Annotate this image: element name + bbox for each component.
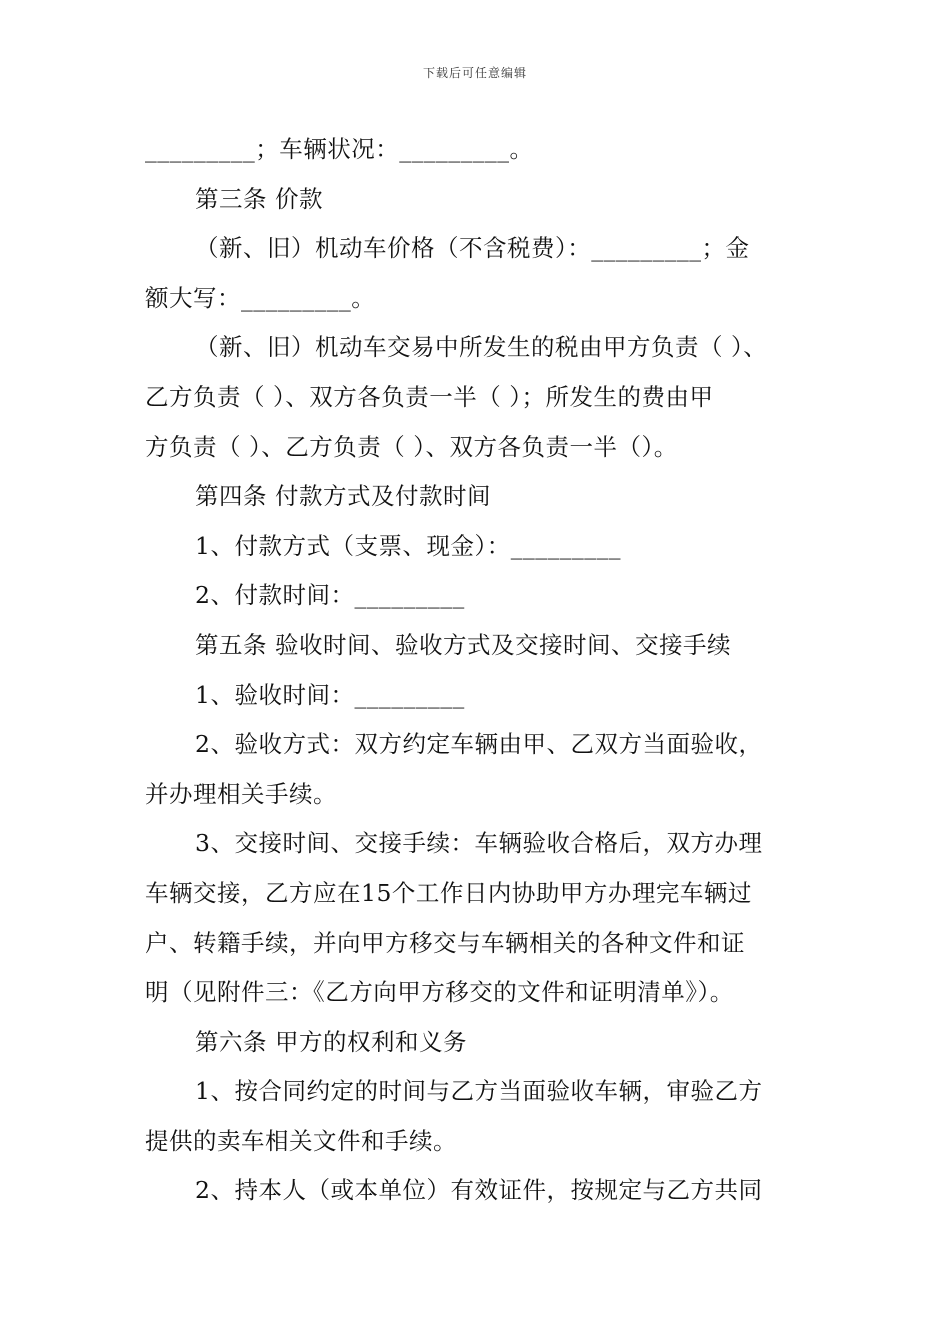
text-line: 1、付款方式（支票、现金）：_________ bbox=[195, 531, 621, 560]
text-line: 2、付款时间：_________ bbox=[195, 581, 465, 610]
document-body bbox=[145, 125, 810, 1216]
text-line: 方负责（ ）、乙方负责（ ）、双方各负责一半（）。 bbox=[145, 432, 678, 461]
article-heading: 第三条 价款 bbox=[195, 184, 323, 213]
text-line: 3、交接时间、交接手续：车辆验收合格后，双方办理 bbox=[195, 829, 763, 858]
text-line: 明（见附件三：《乙方向甲方移交的文件和证明清单》）。 bbox=[145, 978, 734, 1007]
text-line: 车辆交接，乙方应在15个工作日内协助甲方办理完车辆过 bbox=[145, 878, 752, 907]
text-line: _________；车辆状况：_________。 bbox=[145, 135, 534, 163]
article-heading: 第五条 验收时间、验收方式及交接时间、交接手续 bbox=[195, 630, 731, 659]
text-line: 户、转籍手续，并向甲方移交与车辆相关的各种文件和证 bbox=[145, 928, 745, 957]
article-heading: 第六条 甲方的权利和义务 bbox=[195, 1027, 467, 1056]
text-line: 乙方负责（ ）、双方各负责一半（ ）；所发生的费由甲 bbox=[145, 382, 714, 411]
text-line: 1、验收时间：_________ bbox=[195, 680, 465, 709]
text-line: 2、验收方式：双方约定车辆由甲、乙双方当面验收， bbox=[195, 730, 763, 759]
text-line: 额大写：_________。 bbox=[145, 283, 376, 312]
text-line: 并办理相关手续。 bbox=[145, 779, 337, 808]
text-line: （新、旧）机动车交易中所发生的税由甲方负责（ ）、 bbox=[195, 333, 768, 362]
text-line: （新、旧）机动车价格（不含税费）：_________；金 bbox=[195, 234, 750, 263]
text-line: 1、按合同约定的时间与乙方当面验收车辆，审验乙方 bbox=[195, 1077, 763, 1106]
page-header: 下载后可任意编辑 bbox=[422, 66, 527, 80]
text-line: 提供的卖车相关文件和手续。 bbox=[145, 1126, 457, 1155]
text-line: 2、持本人（或本单位）有效证件，按规定与乙方共同 bbox=[195, 1176, 763, 1205]
article-heading: 第四条 付款方式及付款时间 bbox=[195, 482, 491, 511]
